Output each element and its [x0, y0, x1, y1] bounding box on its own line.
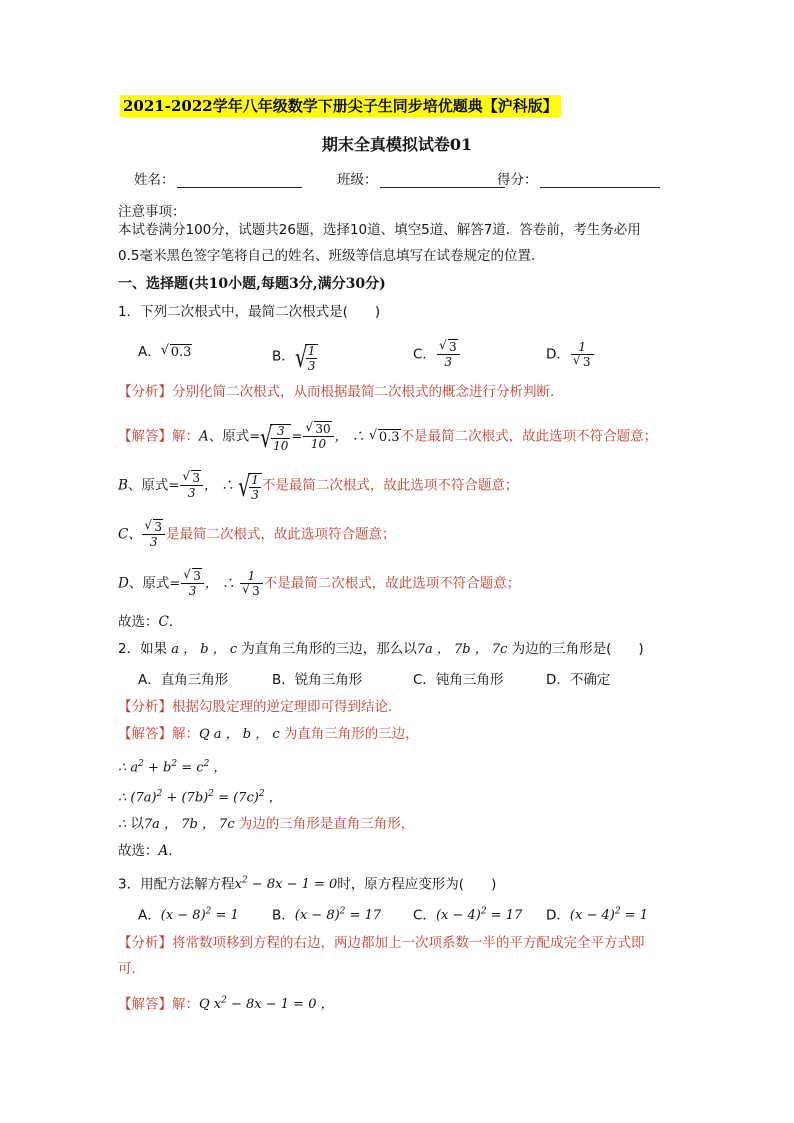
- score-field: [497, 168, 660, 188]
- q1-option-b: B． √ $\frac{1}{3}$: [272, 341, 318, 372]
- q2-option-b: B．锐角三角形: [272, 672, 363, 688]
- notes-line-1: 本试卷满分100分，试题共26题，选择10道、填空5道、解答7道．答卷前，考生务必用: [118, 222, 641, 238]
- q2-choice: 故选：A．: [118, 843, 182, 859]
- q3-option-d: D．$(x - 4)^2 = 1$: [546, 907, 648, 924]
- score-blank[interactable]: [540, 173, 660, 188]
- class-blank[interactable]: [380, 173, 505, 188]
- notes-label: 注意事项：: [118, 204, 186, 220]
- q1-option-c: C． √ $\frac{3}{3}$: [413, 341, 461, 368]
- q1-stem: 1．下列二次根式中，最简二次根式是( ): [118, 304, 381, 320]
- q1-answer-b: B、原式= √ $\frac{3}{3}$ ， ∴ √ $\frac{1}{3}$ 不是最简二次根式，故此选项不符合题意；: [118, 470, 518, 501]
- notes-line-2: 0.5毫米黑色签字笔将自己的姓名、班级等信息填写在试卷规定的位置．: [118, 248, 545, 264]
- q3-analysis-1: 【分析】将常数项移到方程的右边，两边都加上一次项系数一半的平方配成完全平方式即: [118, 935, 645, 951]
- q2-answer-3: ∴ $(7a)^2 + (7b)^2 = (7c)^2$ ，: [118, 789, 282, 806]
- q1-analysis: 【分析】分别化简二次根式，从而根据最简二次根式的概念进行分析判断．: [118, 384, 564, 400]
- name-field: [134, 168, 302, 188]
- q1-answer-d: D、原式= √ $\frac{3}{3}$ ， ∴ 1 √ 3 不是最简二次根式，故此选项不符合题意；: [118, 570, 520, 597]
- q3-option-a: A．$(x - 8)^2 = 1$: [138, 907, 239, 924]
- q2-analysis: 【分析】根据勾股定理的逆定理即可得到结论．: [118, 699, 402, 715]
- q2-option-a: A．直角三角形: [138, 672, 229, 688]
- q3-analysis-2: 可．: [118, 961, 145, 977]
- class-field: [337, 168, 505, 188]
- series-title: 2021-2022学年八年级数学下册尖子生同步培优题典【沪科版】: [120, 95, 561, 117]
- q1-answer-c: C、 √ $\frac{3}{3}$ 是最简二次根式，故此选项符合题意；: [118, 521, 396, 548]
- q3-option-b: B．$(x - 8)^2 = 17$: [272, 907, 382, 924]
- page-title: 期末全真模拟试卷01: [321, 135, 473, 154]
- q3-stem: 3．用配方法解方程$x^2 - 8x - 1 = 0$时，原方程应变形为( ): [118, 876, 497, 893]
- q1-answer-a: 【解答】解：A、原式= √ $\frac{3}{10}$ = √ $\frac{30}{10}$ ， ∴ √ 0.3不是最简二次根式，故此选项不符合题意；: [118, 421, 657, 452]
- name-blank[interactable]: [177, 173, 302, 188]
- score-label: 得分：: [497, 172, 538, 188]
- q3-option-c: C．$(x - 4)^2 = 17$: [413, 907, 523, 924]
- q2-answer-4: ∴ 以7a ， 7b ， 7c 为边的三角形是直角三角形，: [118, 816, 415, 832]
- q2-answer-1: 【解答】解：Q a ， b ， c 为直角三角形的三边，: [118, 726, 419, 742]
- q1-option-a: A．√ 0.3: [138, 341, 192, 364]
- section-heading: 一、选择题(共10小题,每题3分,满分30分): [118, 276, 386, 292]
- q2-stem: 2．如果 a ， b ， c 为直角三角形的三边，那么以7a ， 7b ， 7c 为边的三角形是( ): [118, 641, 644, 657]
- class-label: 班级：: [337, 172, 378, 188]
- q1-option-d: D． 1 √ 3: [546, 341, 595, 368]
- q2-option-c: C．钝角三角形: [413, 672, 504, 688]
- name-label: 姓名：: [134, 172, 175, 188]
- q2-answer-2: ∴ $a^2 + b^2 = c^2$ ，: [118, 759, 227, 776]
- q1-choice: 故选：C．: [118, 614, 183, 630]
- analysis-tag: 【分析】: [118, 384, 172, 400]
- q3-answer-1: 【解答】解：Q $x^2 - 8x - 1 = 0$ ，: [118, 996, 334, 1013]
- q2-option-d: D．不确定: [546, 672, 611, 688]
